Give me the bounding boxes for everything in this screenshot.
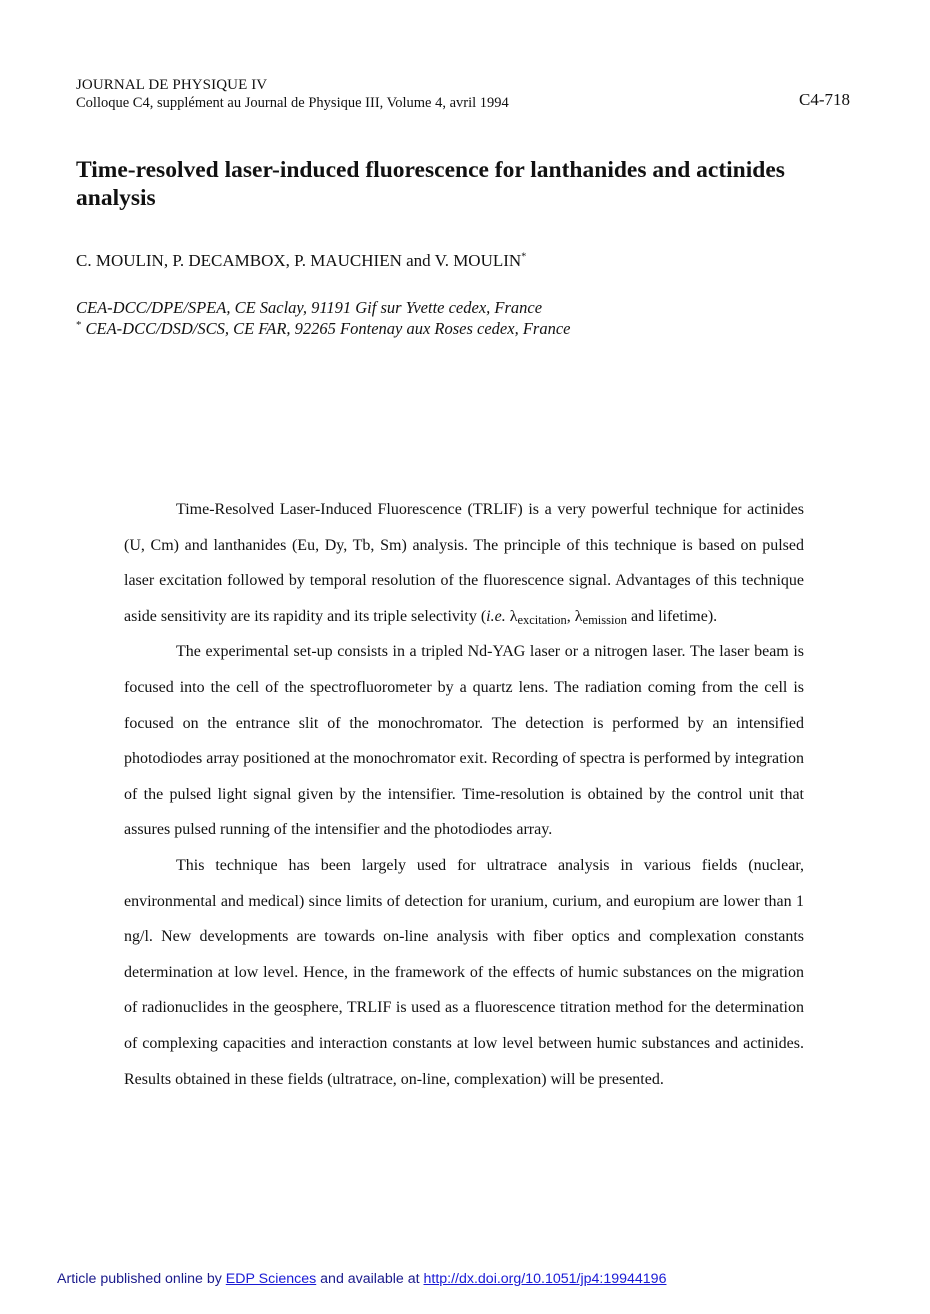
- lambda-subscript-excitation: excitation: [517, 612, 567, 627]
- affiliation-2-marker: *: [76, 318, 82, 331]
- affiliation-2: [76, 318, 570, 339]
- authors-text: C. MOULIN, P. DECAMBOX, P. MAUCHIEN and V. MOULIN: [76, 251, 522, 270]
- journal-name: JOURNAL DE PHYSIQUE IV: [76, 77, 268, 93]
- journal-issue-line: Colloque C4, supplément au Journal de Physique III, Volume 4, avril 1994: [76, 95, 509, 111]
- journal-header: [76, 76, 716, 112]
- publisher-link[interactable]: EDP Sciences: [225, 1271, 317, 1287]
- author-list: [76, 250, 526, 272]
- abstract-p1-separator: ,: [566, 607, 575, 625]
- doi-link[interactable]: http://dx.doi.org/10.1051/jp4:19944196: [423, 1271, 667, 1287]
- abstract-p1-text: Time-Resolved Laser-Induced Fluorescence (TRLIF) is a very powerful technique for actinides (U, Cm) and lanthanides (Eu, Dy, Tb, Sm) analysis. The principle of this technique is based on pulsed laser excitation followed by temporal resolution of the fluorescence signal. Advantages of this technique aside sensitivity are its rapidity and its triple selectivity (: [124, 501, 804, 625]
- lambda-symbol-1: λ: [509, 607, 518, 625]
- affiliation-1-text: CEA-DCC/DPE/SPEA, CE Saclay, 91191 Gif sur Yvette cedex, France: [76, 298, 543, 317]
- abstract-p1-end: and lifetime).: [626, 607, 718, 625]
- author-affiliation-marker: *: [521, 251, 527, 263]
- affiliation-1: [76, 297, 570, 318]
- footer-middle: and available at: [316, 1271, 424, 1287]
- paper-title: Time-resolved laser-induced fluorescence for lanthanides and actinides analysis: [76, 157, 785, 211]
- publication-footer: [57, 1270, 666, 1288]
- lambda-subscript-emission: emission: [582, 612, 627, 627]
- abstract-paragraph-3: This technique has been largely used for ultratrace analysis in various fields (nuclear, environmental and medical) since limits of detection for uranium, curium, and europium are lower than 1 ng/l. New developments are towards on-line analysis with fiber optics and complexation constants determination at low level. Hence, in the framework of the effects of humic substances on the migration of radionuclides in the geosphere, TRLIF is used as a fluorescence titration method for the determination of complexing capacities and interaction constants at low level between humic substances and actinides. Results obtained in these fields (ultratrace, on-line, complexation) will be presented.: [124, 856, 804, 1088]
- abstract-paragraph-2: The experimental set-up consists in a tripled Nd-YAG laser or a nitrogen laser. The laser beam is focused into the cell of the spectrofluorometer by a quartz lens. The radiation coming from the cell is focused on the entrance slit of the monochromator. The detection is performed by an intensified photodiodes array positioned at the monochromator exit. Recording of spectra is performed by integration of the pulsed light signal given by the intensifier. Time-resolution is obtained by the control unit that assures pulsed running of the intensifier and the photodiodes array.: [124, 643, 804, 839]
- footer-prefix: Article published online by: [57, 1271, 226, 1287]
- abstract-paragraph-1: [124, 492, 804, 634]
- affiliation-2-text: CEA-DCC/DSD/SCS, CE FAR, 92265 Fontenay aux Roses cedex, France: [85, 319, 571, 338]
- affiliations: [76, 297, 570, 339]
- abstract-p1-ie: i.e.: [486, 607, 506, 625]
- abstract-body: [124, 492, 804, 1097]
- page-number: C4-718: [799, 90, 850, 109]
- lambda-symbol-2: λ: [574, 607, 583, 625]
